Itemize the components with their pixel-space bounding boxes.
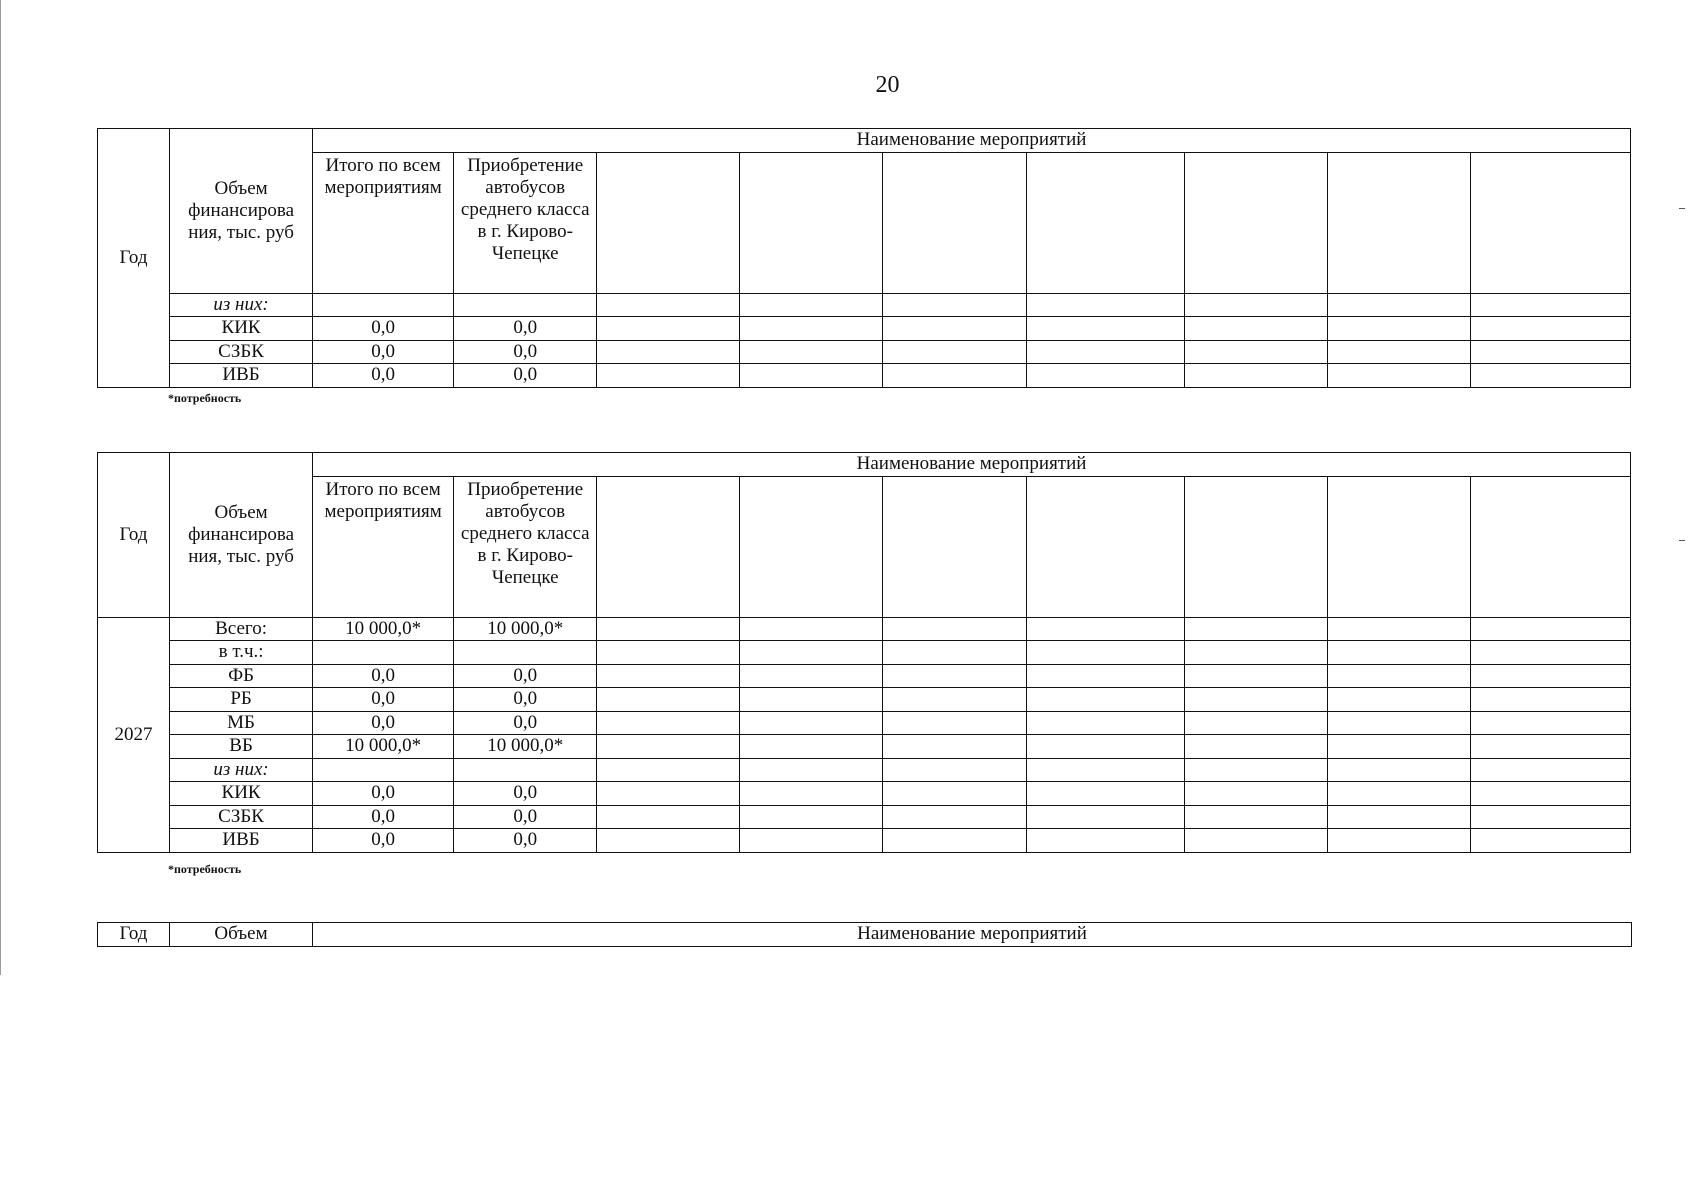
table-row	[98, 782, 1631, 806]
empty-cell	[1026, 641, 1184, 665]
empty-cell	[1470, 364, 1630, 388]
total-cell	[313, 293, 454, 317]
bus-purchase-header: Приобретение автобусов среднего класса в г. Кирово-Чепецке	[454, 152, 597, 293]
bus-cell: 0,0	[454, 711, 597, 735]
total-cell	[313, 758, 454, 782]
empty-cell	[1470, 340, 1630, 364]
empty-cell	[1026, 758, 1184, 782]
empty-cell	[1026, 152, 1184, 293]
empty-cell	[597, 293, 740, 317]
empty-cell	[597, 782, 740, 806]
row-label: КИК	[170, 317, 313, 341]
empty-cell	[883, 317, 1026, 341]
row-label: МБ	[170, 711, 313, 735]
total-cell: 10 000,0*	[313, 617, 454, 641]
empty-cell	[740, 476, 883, 617]
row-label: из них:	[170, 293, 313, 317]
empty-cell	[1026, 829, 1184, 853]
row-label: СЗБК	[170, 805, 313, 829]
empty-cell	[883, 476, 1026, 617]
bus-cell: 0,0	[454, 805, 597, 829]
row-label: из них:	[170, 758, 313, 782]
year-cell: 2027	[98, 617, 170, 852]
financing-table-2027	[97, 452, 1631, 853]
empty-cell	[740, 782, 883, 806]
empty-cell	[1470, 711, 1630, 735]
empty-cell	[1470, 758, 1630, 782]
page-number: 20	[875, 72, 900, 98]
table-row	[98, 805, 1631, 829]
bus-cell: 0,0	[454, 664, 597, 688]
empty-cell	[597, 758, 740, 782]
empty-cell	[883, 711, 1026, 735]
empty-cell	[740, 758, 883, 782]
empty-cell	[1327, 664, 1470, 688]
table-row	[98, 735, 1631, 759]
total-cell: 0,0	[313, 711, 454, 735]
empty-cell	[597, 340, 740, 364]
empty-cell	[1184, 805, 1327, 829]
year-header: Год	[98, 453, 170, 618]
empty-cell	[1184, 317, 1327, 341]
total-all-header: Итого по всем мероприятиям	[313, 476, 454, 617]
table-header-row	[98, 453, 1631, 477]
empty-cell	[1026, 805, 1184, 829]
empty-cell	[1026, 664, 1184, 688]
empty-cell	[1026, 293, 1184, 317]
empty-cell	[740, 711, 883, 735]
margin-mark	[1679, 540, 1685, 541]
table-header-row	[98, 129, 1631, 153]
row-label: ИВБ	[170, 364, 313, 388]
row-label: СЗБК	[170, 340, 313, 364]
table-row	[98, 758, 1631, 782]
row-label: ИВБ	[170, 829, 313, 853]
bus-cell	[454, 758, 597, 782]
empty-cell	[883, 782, 1026, 806]
empty-cell	[1470, 782, 1630, 806]
empty-cell	[1470, 293, 1630, 317]
year-header: Год	[98, 129, 170, 388]
table-row	[98, 617, 1631, 641]
empty-cell	[597, 617, 740, 641]
bus-cell	[454, 293, 597, 317]
row-label: ВБ	[170, 735, 313, 759]
total-all-header: Итого по всем мероприятиям	[313, 152, 454, 293]
empty-cell	[1026, 688, 1184, 712]
empty-cell	[1184, 364, 1327, 388]
row-label: ФБ	[170, 664, 313, 688]
row-label: в т.ч.:	[170, 641, 313, 665]
empty-cell	[1327, 317, 1470, 341]
empty-cell	[1327, 476, 1470, 617]
empty-cell	[597, 711, 740, 735]
bus-cell: 10 000,0*	[454, 617, 597, 641]
empty-cell	[883, 688, 1026, 712]
empty-cell	[740, 641, 883, 665]
empty-cell	[740, 735, 883, 759]
events-name-header: Наименование мероприятий	[313, 453, 1631, 477]
empty-cell	[1184, 641, 1327, 665]
empty-cell	[1184, 617, 1327, 641]
empty-cell	[883, 340, 1026, 364]
financing-table-1	[97, 128, 1631, 388]
table-row	[98, 664, 1631, 688]
empty-cell	[740, 317, 883, 341]
bus-cell: 10 000,0*	[454, 735, 597, 759]
empty-cell	[1184, 152, 1327, 293]
empty-cell	[1327, 805, 1470, 829]
total-cell: 10 000,0*	[313, 735, 454, 759]
table-row	[98, 364, 1631, 388]
empty-cell	[1184, 735, 1327, 759]
empty-cell	[1184, 782, 1327, 806]
empty-cell	[1327, 758, 1470, 782]
empty-cell	[597, 641, 740, 665]
events-name-header: Наименование мероприятий	[313, 129, 1631, 153]
table-row	[98, 641, 1631, 665]
table-row	[98, 711, 1631, 735]
empty-cell	[1327, 152, 1470, 293]
total-cell: 0,0	[313, 317, 454, 341]
total-cell: 0,0	[313, 829, 454, 853]
bus-cell: 0,0	[454, 340, 597, 364]
empty-cell	[883, 641, 1026, 665]
volume-header: Объем финансирова ния, тыс. руб	[170, 453, 313, 618]
empty-cell	[740, 293, 883, 317]
empty-cell	[740, 617, 883, 641]
empty-cell	[883, 617, 1026, 641]
empty-cell	[1470, 664, 1630, 688]
table-row	[98, 317, 1631, 341]
empty-cell	[1184, 664, 1327, 688]
empty-cell	[883, 735, 1026, 759]
row-label: РБ	[170, 688, 313, 712]
empty-cell	[1327, 340, 1470, 364]
volume-header: Объем	[170, 923, 313, 947]
total-cell: 0,0	[313, 340, 454, 364]
empty-cell	[883, 364, 1026, 388]
empty-cell	[1327, 641, 1470, 665]
empty-cell	[1184, 758, 1327, 782]
empty-cell	[1470, 688, 1630, 712]
margin-mark	[1679, 208, 1685, 209]
empty-cell	[1184, 711, 1327, 735]
empty-cell	[883, 152, 1026, 293]
empty-cell	[1184, 476, 1327, 617]
empty-cell	[740, 829, 883, 853]
empty-cell	[1026, 476, 1184, 617]
bus-cell: 0,0	[454, 782, 597, 806]
bus-cell: 0,0	[454, 317, 597, 341]
empty-cell	[883, 829, 1026, 853]
empty-cell	[1327, 617, 1470, 641]
empty-cell	[1026, 340, 1184, 364]
bus-cell: 0,0	[454, 364, 597, 388]
table-row	[98, 829, 1631, 853]
empty-cell	[1470, 617, 1630, 641]
empty-cell	[1026, 735, 1184, 759]
bus-cell: 0,0	[454, 829, 597, 853]
financing-table-3	[97, 922, 1632, 947]
empty-cell	[1327, 688, 1470, 712]
empty-cell	[597, 829, 740, 853]
table-header-row	[98, 923, 1632, 947]
empty-cell	[1327, 364, 1470, 388]
events-name-header: Наименование мероприятий	[313, 923, 1632, 947]
empty-cell	[1470, 805, 1630, 829]
empty-cell	[1327, 735, 1470, 759]
empty-cell	[1470, 641, 1630, 665]
empty-cell	[1470, 829, 1630, 853]
empty-cell	[740, 664, 883, 688]
total-cell: 0,0	[313, 364, 454, 388]
bus-cell	[454, 641, 597, 665]
empty-cell	[597, 664, 740, 688]
volume-header: Объем финансирова ния, тыс. руб	[170, 129, 313, 294]
footnote: *потребность	[168, 862, 242, 876]
empty-cell	[740, 152, 883, 293]
empty-cell	[1327, 293, 1470, 317]
row-label: КИК	[170, 782, 313, 806]
total-cell: 0,0	[313, 664, 454, 688]
empty-cell	[1470, 152, 1630, 293]
empty-cell	[1184, 340, 1327, 364]
scan-edge-line	[0, 0, 1, 975]
empty-cell	[1184, 293, 1327, 317]
year-header: Год	[98, 923, 170, 947]
empty-cell	[1470, 735, 1630, 759]
empty-cell	[597, 735, 740, 759]
table-row	[98, 293, 1631, 317]
total-cell: 0,0	[313, 782, 454, 806]
empty-cell	[597, 476, 740, 617]
bus-purchase-header: Приобретение автобусов среднего класса в г. Кирово-Чепецке	[454, 476, 597, 617]
empty-cell	[597, 805, 740, 829]
empty-cell	[740, 340, 883, 364]
empty-cell	[597, 364, 740, 388]
total-cell: 0,0	[313, 805, 454, 829]
empty-cell	[1026, 617, 1184, 641]
empty-cell	[1327, 711, 1470, 735]
table-row	[98, 688, 1631, 712]
empty-cell	[597, 152, 740, 293]
empty-cell	[740, 805, 883, 829]
empty-cell	[1026, 364, 1184, 388]
empty-cell	[883, 758, 1026, 782]
row-label: Всего:	[170, 617, 313, 641]
empty-cell	[1184, 829, 1327, 853]
empty-cell	[1184, 688, 1327, 712]
empty-cell	[883, 664, 1026, 688]
total-cell: 0,0	[313, 688, 454, 712]
empty-cell	[1327, 829, 1470, 853]
total-cell	[313, 641, 454, 665]
empty-cell	[1470, 317, 1630, 341]
table-row	[98, 340, 1631, 364]
empty-cell	[597, 688, 740, 712]
empty-cell	[883, 293, 1026, 317]
empty-cell	[597, 317, 740, 341]
empty-cell	[883, 805, 1026, 829]
empty-cell	[1026, 317, 1184, 341]
empty-cell	[1327, 782, 1470, 806]
table-subheader-row	[98, 152, 1631, 293]
empty-cell	[740, 364, 883, 388]
table-subheader-row	[98, 476, 1631, 617]
bus-cell: 0,0	[454, 688, 597, 712]
empty-cell	[1026, 711, 1184, 735]
empty-cell	[740, 688, 883, 712]
empty-cell	[1026, 782, 1184, 806]
footnote: *потребность	[168, 391, 242, 405]
empty-cell	[1470, 476, 1630, 617]
